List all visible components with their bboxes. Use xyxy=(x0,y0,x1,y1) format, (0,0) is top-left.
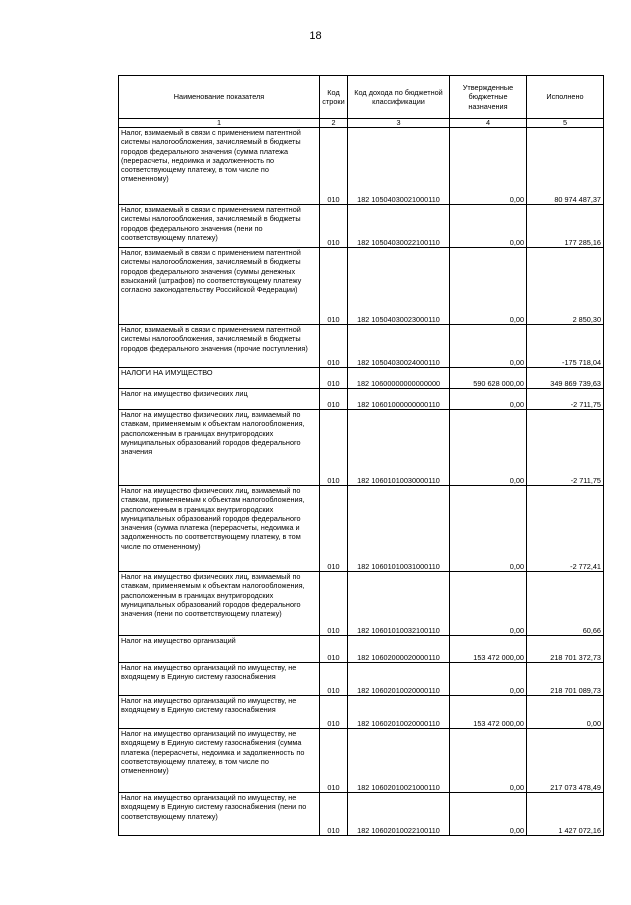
row-approved: 0,00 xyxy=(450,410,527,486)
row-approved: 0,00 xyxy=(450,663,527,696)
row-kbk: 182 10601000000000110 xyxy=(348,389,450,410)
row-kbk: 182 10504030022100110 xyxy=(348,205,450,248)
row-kbk: 182 10601010031000110 xyxy=(348,486,450,572)
row-executed: -175 718,04 xyxy=(527,325,604,368)
column-number: 4 xyxy=(450,119,527,128)
row-name: Налог, взимаемый в связи с применением патентной системы налогообложения, зачисляемый в бюджеты городов федерального значения (сумма платежа (перерасчеты, недоимка и задолженность по соответствующему платежу, в том числе по отмененному) xyxy=(119,128,320,205)
row-name: Налог, взимаемый в связи с применением патентной системы налогообложения, зачисляемый в бюджеты городов федерального значения (суммы денежных взысканий (штрафов) по соответствующему платежу согласно законодательству Российской Федерации) xyxy=(119,248,320,325)
row-executed: 1 427 072,16 xyxy=(527,793,604,836)
row-approved: 0,00 xyxy=(450,793,527,836)
header-executed: Исполнено xyxy=(527,76,604,119)
table-row xyxy=(119,410,604,486)
table-row xyxy=(119,572,604,636)
column-number: 1 xyxy=(119,119,320,128)
row-approved: 0,00 xyxy=(450,572,527,636)
row-executed: 80 974 487,37 xyxy=(527,128,604,205)
column-number: 5 xyxy=(527,119,604,128)
row-executed: 217 073 478,49 xyxy=(527,729,604,793)
table-row xyxy=(119,486,604,572)
row-executed: -2 711,75 xyxy=(527,389,604,410)
table-row xyxy=(119,389,604,410)
header-approved: Утвержденные бюджетные назначения xyxy=(450,76,527,119)
row-code: 010 xyxy=(320,389,348,410)
row-executed: 2 850,30 xyxy=(527,248,604,325)
row-name: Налог на имущество физических лиц, взимаемый по ставкам, применяемым к объектам налогообложения, расположенным в границах внутригородских муниципальных образований городов федерального значения (сумма платежа (перерасчеты, недоимка и задолженность по соответствующему платежу, в том числе по отмененному) xyxy=(119,486,320,572)
row-code: 010 xyxy=(320,248,348,325)
row-kbk: 182 10504030021000110 xyxy=(348,128,450,205)
row-name: Налог на имущество физических лиц xyxy=(119,389,320,410)
row-kbk: 182 10504030024000110 xyxy=(348,325,450,368)
row-code: 010 xyxy=(320,793,348,836)
row-executed: 0,00 xyxy=(527,696,604,729)
row-name: Налог на имущество физических лиц, взимаемый по ставкам, применяемым к объектам налогообложения, расположенным в границах внутригородских муниципальных образований городов федерального значения (пени по соответствующему платежу) xyxy=(119,572,320,636)
row-approved: 0,00 xyxy=(450,389,527,410)
budget-execution-table xyxy=(118,75,604,836)
row-approved: 0,00 xyxy=(450,205,527,248)
row-name: Налог на имущество организаций по имуществу, не входящему в Единую систему газоснабжения (пени по соответствующему платежу) xyxy=(119,793,320,836)
row-approved: 0,00 xyxy=(450,729,527,793)
row-name: Налог на имущество организаций по имуществу, не входящему в Единую систему газоснабжения (сумма платежа (перерасчеты, недоимка и задолженность по соответствующему платежу, в том числе по отмененному) xyxy=(119,729,320,793)
table-row xyxy=(119,248,604,325)
table-row xyxy=(119,128,604,205)
row-code: 010 xyxy=(320,572,348,636)
row-executed: 60,66 xyxy=(527,572,604,636)
header-name: Наименование показателя xyxy=(119,76,320,119)
row-code: 010 xyxy=(320,368,348,389)
column-numbers-row xyxy=(119,119,604,128)
table-row xyxy=(119,636,604,663)
table-row xyxy=(119,663,604,696)
row-executed: 177 285,16 xyxy=(527,205,604,248)
row-approved: 153 472 000,00 xyxy=(450,636,527,663)
row-kbk: 182 10600000000000000 xyxy=(348,368,450,389)
row-kbk: 182 10602010020000110 xyxy=(348,663,450,696)
column-number: 3 xyxy=(348,119,450,128)
row-code: 010 xyxy=(320,663,348,696)
row-kbk: 182 10602010020000110 xyxy=(348,696,450,729)
table-row xyxy=(119,696,604,729)
row-kbk: 182 10602000020000110 xyxy=(348,636,450,663)
row-name: Налог, взимаемый в связи с применением патентной системы налогообложения, зачисляемый в бюджеты городов федерального значения (прочие поступления) xyxy=(119,325,320,368)
table-row xyxy=(119,729,604,793)
table-row xyxy=(119,325,604,368)
row-approved: 0,00 xyxy=(450,128,527,205)
row-code: 010 xyxy=(320,205,348,248)
row-approved: 0,00 xyxy=(450,325,527,368)
row-kbk: 182 10601010030000110 xyxy=(348,410,450,486)
row-code: 010 xyxy=(320,636,348,663)
row-executed: -2 772,41 xyxy=(527,486,604,572)
row-kbk: 182 10601010032100110 xyxy=(348,572,450,636)
row-executed: -2 711,75 xyxy=(527,410,604,486)
row-name: Налог на имущество организаций xyxy=(119,636,320,663)
row-kbk: 182 10504030023000110 xyxy=(348,248,450,325)
row-name: Налог на имущество организаций по имуществу, не входящему в Единую систему газоснабжения xyxy=(119,696,320,729)
row-approved: 0,00 xyxy=(450,486,527,572)
table-header-row xyxy=(119,76,604,119)
row-executed: 218 701 089,73 xyxy=(527,663,604,696)
row-code: 010 xyxy=(320,696,348,729)
row-name: НАЛОГИ НА ИМУЩЕСТВО xyxy=(119,368,320,389)
row-name: Налог, взимаемый в связи с применением патентной системы налогообложения, зачисляемый в бюджеты городов федерального значения (пени по соответствующему платежу) xyxy=(119,205,320,248)
row-code: 010 xyxy=(320,410,348,486)
row-executed: 218 701 372,73 xyxy=(527,636,604,663)
table-row xyxy=(119,205,604,248)
row-code: 010 xyxy=(320,729,348,793)
row-code: 010 xyxy=(320,325,348,368)
table-row xyxy=(119,793,604,836)
row-name: Налог на имущество физических лиц, взимаемый по ставкам, применяемым к объектам налогообложения, расположенным в границах внутригородских муниципальных образований городов федерального значения xyxy=(119,410,320,486)
row-approved: 590 628 000,00 xyxy=(450,368,527,389)
column-number: 2 xyxy=(320,119,348,128)
row-code: 010 xyxy=(320,486,348,572)
row-kbk: 182 10602010021000110 xyxy=(348,729,450,793)
row-approved: 153 472 000,00 xyxy=(450,696,527,729)
table-row xyxy=(119,368,604,389)
page-number: 18 xyxy=(309,30,322,42)
row-executed: 349 869 739,63 xyxy=(527,368,604,389)
header-kbk: Код дохода по бюджетной классификации xyxy=(348,76,450,119)
row-name: Налог на имущество организаций по имуществу, не входящему в Единую систему газоснабжения xyxy=(119,663,320,696)
row-approved: 0,00 xyxy=(450,248,527,325)
row-code: 010 xyxy=(320,128,348,205)
row-kbk: 182 10602010022100110 xyxy=(348,793,450,836)
header-code: Код строки xyxy=(320,76,348,119)
